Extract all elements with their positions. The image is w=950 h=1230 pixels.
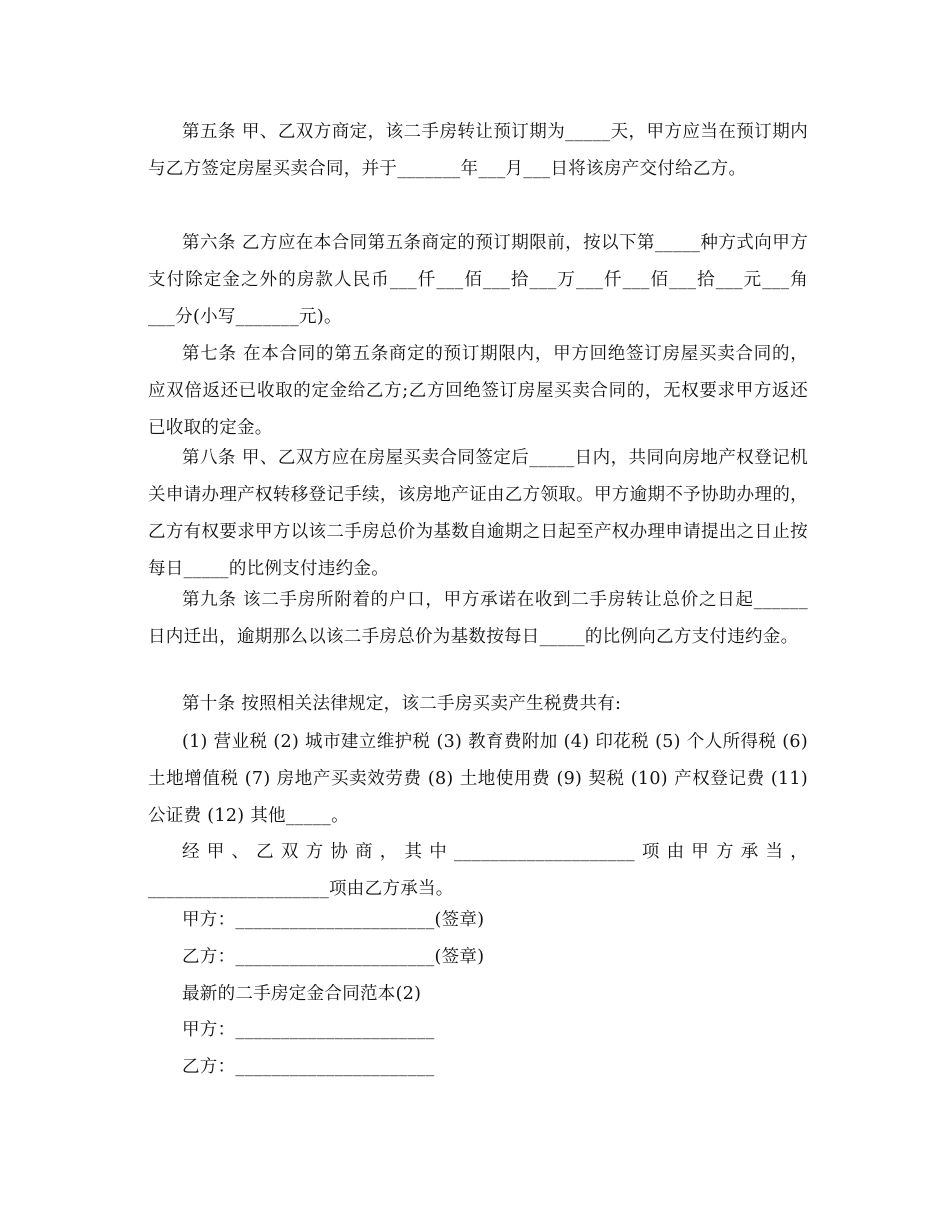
party-b-signature: 乙方：______________________(签章) [182, 947, 485, 967]
clause-6: 第六条 乙方应在本合同第五条商定的预订期限前，按以下第_____种方式向甲方支付除定金之外的房款人民币___仟___佰___拾___万___仟___佰___拾___元___角___分(小写_______元)。 [148, 233, 808, 327]
party-a-field: 甲方：______________________ [182, 1020, 435, 1040]
template-title: 最新的二手房定金合同范本(2) [182, 984, 422, 1004]
party-b-field: 乙方：______________________ [182, 1057, 435, 1077]
clause-10: 第十条 按照相关法律规定，该二手房买卖产生税费共有: [182, 694, 622, 714]
tax-list: (1) 营业税 (2) 城市建立维护税 (3) 教育费附加 (4) 印花税 (5) 个人所得税 (6) 土地增值税 (7) 房地产买卖效劳费 (8) 土地使用费 (9) 契税 (10) 产权登记费 (11) 公证费 (12) 其他_____。 [148, 732, 814, 826]
clause-9: 第九条 该二手房所附着的户口，甲方承诺在收到二手房转让总价之日起______日内迁出，逾期那么以该二手房总价为基数按每日_____的比例向乙方支付违约金。 [148, 590, 808, 647]
clause-5: 第五条 甲、乙双方商定，该二手房转让预订期为_____天，甲方应当在预订期内与乙方签定房屋买卖合同，并于_______年___月___日将该房产交付给乙方。 [148, 122, 808, 179]
cost-sharing: 经甲、乙双方协商，其中____________________项由甲方承当，____________________项由乙方承当。 [148, 842, 808, 899]
clause-8: 第八条 甲、乙双方应在房屋买卖合同签定后_____日内，共同向房地产权登记机关申请办理产权转移登记手续，该房地产证由乙方领取。甲方逾期不予协助办理的，乙方有权要求甲方以该二手房总价为基数自逾期之日起至产权办理申请提出之日止按每日_____的比例支付违约金。 [148, 448, 808, 579]
party-a-signature: 甲方：______________________(签章) [182, 910, 485, 930]
clause-7: 第七条 在本合同的第五条商定的预订期限内，甲方回绝签订房屋买卖合同的，应双倍返还已收取的定金给乙方;乙方回绝签订房屋买卖合同的，无权要求甲方返还已收取的定金。 [148, 344, 808, 438]
